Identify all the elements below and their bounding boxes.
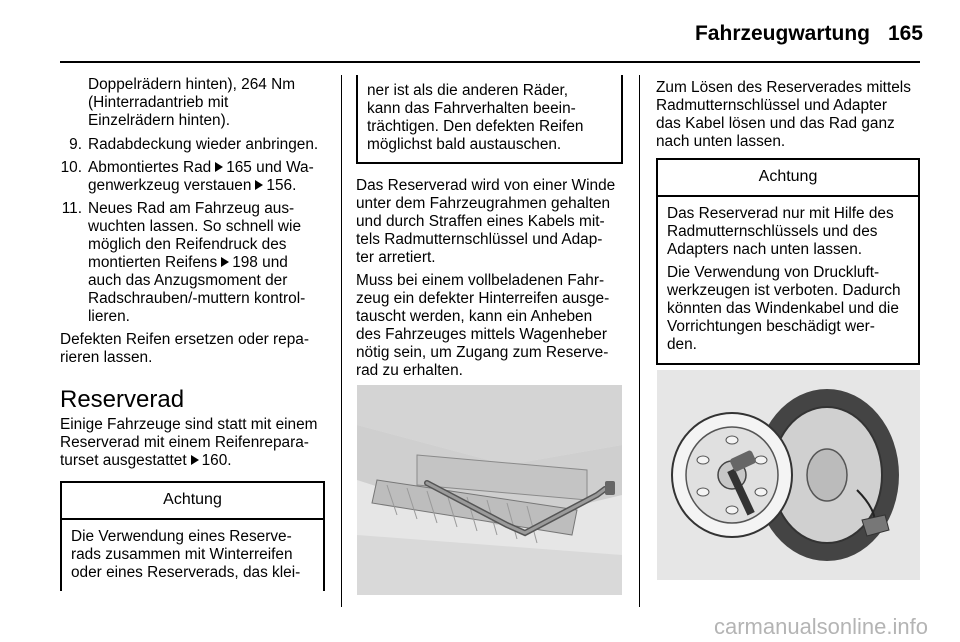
list-number: 11. — [61, 200, 82, 217]
text-line: Das Reserverad nur mit Hilfe des — [667, 205, 894, 222]
text-line: Die Verwendung eines Reserve- — [71, 528, 292, 545]
text-line: den. — [667, 336, 697, 353]
paragraph — [356, 177, 623, 267]
text-line: Radmutternschlüssels und des — [667, 223, 878, 240]
text-line: (Hinterradantrieb mit — [88, 94, 229, 111]
text-line — [88, 254, 325, 272]
warning-box-title: Achtung — [658, 160, 918, 197]
warning-box — [60, 481, 325, 591]
paragraph — [656, 79, 920, 151]
text-span: Abmontiertes Rad — [88, 159, 212, 176]
text-line: rieren lassen. — [60, 349, 153, 366]
column-3 — [656, 79, 920, 365]
paragraph — [60, 331, 325, 367]
list-number: 10. — [60, 159, 82, 176]
warning-box-title: Achtung — [62, 483, 323, 520]
text-line: des Fahrzeuges mittels Wagenheber — [356, 326, 607, 343]
page-ref-link[interactable]: 156. — [266, 177, 297, 194]
text-line: Reserverad mit einem Reifenrepara- — [60, 434, 309, 451]
text-line: ner ist als die anderen Räder, — [367, 82, 569, 99]
text-line: oder eines Reserverads, das klei- — [71, 564, 301, 581]
text-line: könnten das Windenkabel und die — [667, 300, 899, 317]
text-line: Radmutternschlüssel und Adapter — [656, 97, 887, 114]
text-line: möglich den Reifendruck des — [88, 236, 287, 253]
column-divider-1 — [341, 75, 342, 607]
text-line: rad zu erhalten. — [356, 362, 463, 379]
text-line: tauscht werden, kann ein Anheben — [356, 308, 593, 325]
text-line: Vorrichtungen beschädigt wer- — [667, 318, 875, 335]
text-span: genwerkzeug verstauen — [88, 177, 252, 194]
list-number: 9. — [69, 136, 82, 153]
text-line: wuchten lassen. So schnell wie — [88, 218, 302, 235]
text-line: ter arretiert. — [356, 249, 436, 266]
text-line: Zum Lösen des Reserverades mittels — [656, 79, 911, 96]
column-2 — [356, 75, 623, 380]
text-line: Defekten Reifen ersetzen oder repa- — [60, 331, 309, 348]
text-line: werkzeugen ist verboten. Dadurch — [667, 282, 901, 299]
column-divider-2 — [639, 75, 640, 607]
paragraph — [60, 416, 325, 470]
text-span: montierten Reifens — [88, 254, 218, 271]
continued-paragraph — [60, 76, 325, 130]
page-ref-arrow-icon — [221, 257, 229, 267]
text-line: das Kabel lösen und das Rad ganz — [656, 115, 895, 132]
text-line — [60, 452, 325, 470]
text-line: auch das Anzugsmoment der — [88, 272, 288, 289]
text-line: unter dem Fahrzeugrahmen gehalten — [356, 195, 611, 212]
text-line: und durch Straffen eines Kabels mit- — [356, 213, 605, 230]
text-line: Die Verwendung von Druckluft- — [667, 264, 880, 281]
page-ref-link[interactable]: 160. — [201, 452, 232, 469]
page-ref-link[interactable]: 198 und — [232, 254, 288, 271]
list-item — [60, 159, 325, 195]
text-line: tels Radmutternschlüssel und Adap- — [356, 231, 603, 248]
text-line: Radabdeckung wieder anbringen. — [88, 136, 319, 153]
page-ref-link[interactable]: 165 und Wa- — [226, 159, 314, 176]
warning-box-body — [658, 197, 918, 363]
text-line: nach unten lassen. — [656, 133, 786, 150]
text-line: Muss bei einem vollbeladenen Fahr- — [356, 272, 605, 289]
illustration-wrench-under-vehicle — [357, 385, 622, 595]
text-line — [88, 159, 325, 177]
spare-wheel-illustration — [657, 370, 920, 580]
wrench-illustration — [357, 385, 622, 595]
page-ref-arrow-icon — [215, 162, 223, 172]
text-line: Adapters nach unten lassen. — [667, 241, 863, 258]
running-header-title: Fahrzeugwartung — [694, 22, 870, 45]
header-rule — [60, 61, 920, 63]
warning-box-continued — [356, 75, 623, 164]
warning-box-body — [62, 520, 323, 591]
list-item — [60, 200, 325, 326]
text-line: zeug ein defekter Hinterreifen ausge- — [356, 290, 610, 307]
text-line — [88, 177, 325, 195]
column-1 — [60, 76, 325, 591]
text-line: Einige Fahrzeuge sind statt mit einem — [60, 416, 318, 433]
page-number: 165 — [887, 22, 923, 45]
text-line: möglichst bald austauschen. — [367, 136, 562, 153]
text-line: Radschrauben/-muttern kontrol- — [88, 290, 306, 307]
text-line: Einzelrädern hinten). — [88, 112, 231, 129]
page-ref-arrow-icon — [191, 455, 199, 465]
section-title: Reserverad — [60, 386, 185, 413]
text-span: turset ausgestattet — [60, 452, 187, 469]
warning-box — [656, 158, 920, 365]
list-item — [60, 136, 325, 154]
text-line: trächtigen. Den defekten Reifen — [367, 118, 584, 135]
text-line: Neues Rad am Fahrzeug aus- — [88, 200, 295, 217]
text-line: nötig sein, um Zugang zum Reserve- — [356, 344, 609, 361]
text-line: kann das Fahrverhalten beein- — [367, 100, 576, 117]
text-line: rads zusammen mit Winterreifen — [71, 546, 293, 563]
text-line: lieren. — [88, 308, 130, 325]
watermark: carmanualsonline.info — [713, 614, 928, 639]
text-line: Das Reserverad wird von einer Winde — [356, 177, 616, 194]
illustration-spare-wheel-adapter — [657, 370, 920, 580]
text-line: Doppelrädern hinten), 264 Nm — [88, 76, 296, 93]
page-ref-arrow-icon — [255, 180, 263, 190]
paragraph — [356, 272, 623, 380]
